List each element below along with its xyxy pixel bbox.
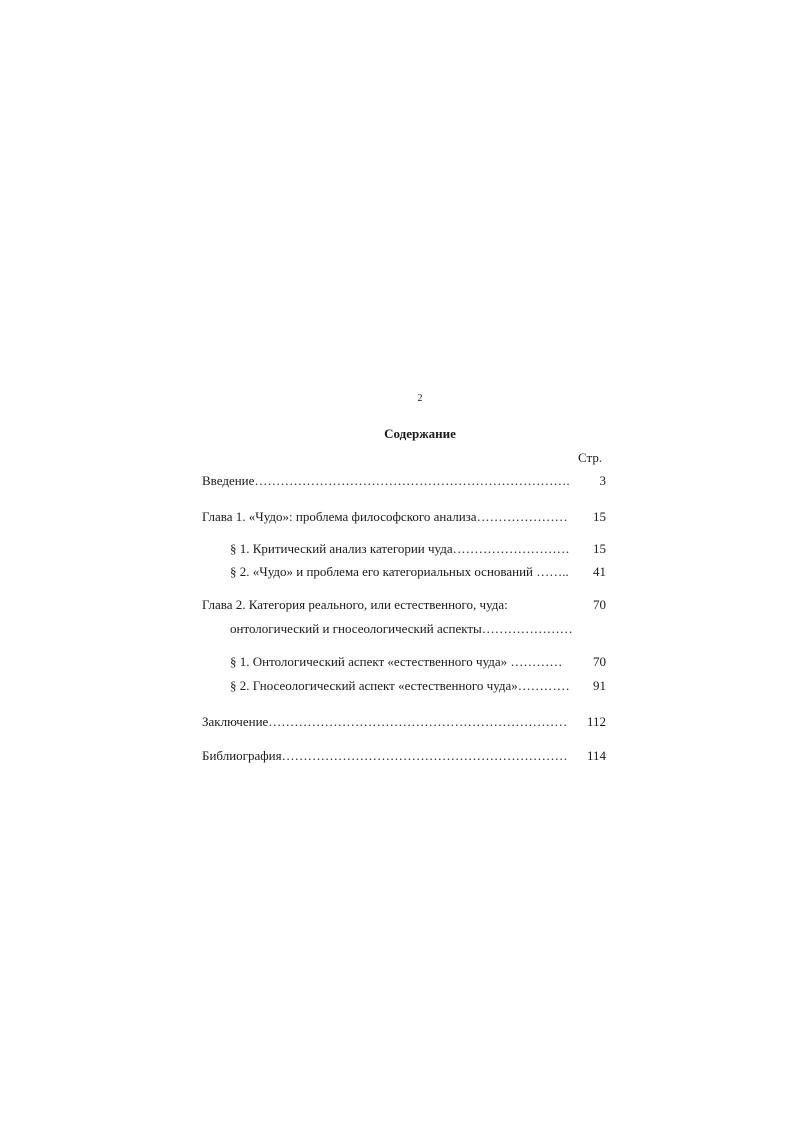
toc-entry-text: Введение………………………………………………………………. xyxy=(202,473,570,488)
toc-entry-text: § 1. Критический анализ категории чуда……………………… xyxy=(230,541,570,556)
toc-entry-page: 114 xyxy=(586,748,606,763)
toc-entry-chapter-2[interactable] xyxy=(202,596,606,614)
toc-entry-conclusion[interactable] xyxy=(202,713,606,731)
toc-entry-chapter-2-continuation: онтологический и гносеологический аспекты………………… xyxy=(230,621,573,636)
toc-entry-page: 41 xyxy=(593,564,606,579)
toc-entry-text: Глава 1. «Чудо»: проблема философского анализа………………… xyxy=(202,509,568,524)
toc-entry-page: 15 xyxy=(593,541,606,556)
toc-title: Содержание xyxy=(384,426,456,441)
toc-entry-text: Библиография………………………………………………………… xyxy=(202,748,568,763)
toc-entry-page: 112 xyxy=(586,714,606,729)
toc-entry-text: § 1. Онтологический аспект «естественного чуда» ………… xyxy=(230,654,563,669)
toc-entry-page: 70 xyxy=(593,597,606,612)
toc-entry-chapter-1-section-1[interactable] xyxy=(230,540,606,558)
toc-entry-introduction[interactable] xyxy=(202,472,606,490)
toc-entry-page: 91 xyxy=(593,678,606,693)
toc-entry-text: § 2. Гносеологический аспект «естественного чуда»………… xyxy=(230,678,570,693)
toc-entry-text: Глава 2. Категория реального, или естественного, чуда: xyxy=(202,597,508,612)
page-column-header: Стр. xyxy=(578,450,603,465)
toc-entry-text: Заключение…………………………………………………………… xyxy=(202,714,568,729)
toc-entry-chapter-2-section-2[interactable] xyxy=(230,677,606,695)
toc-entry-chapter-1[interactable] xyxy=(202,508,606,526)
page-number: 2 xyxy=(417,393,423,404)
toc-entry-bibliography[interactable] xyxy=(202,747,606,765)
toc-entry-page: 70 xyxy=(593,654,606,669)
toc-entry-chapter-2-section-1[interactable] xyxy=(230,653,606,671)
toc-entry-page: 3 xyxy=(599,473,606,488)
toc-entry-chapter-1-section-2[interactable] xyxy=(230,563,606,581)
toc-entry-text: § 2. «Чудо» и проблема его категориальных оснований …….. xyxy=(230,564,569,579)
toc-entry-page: 15 xyxy=(593,509,606,524)
